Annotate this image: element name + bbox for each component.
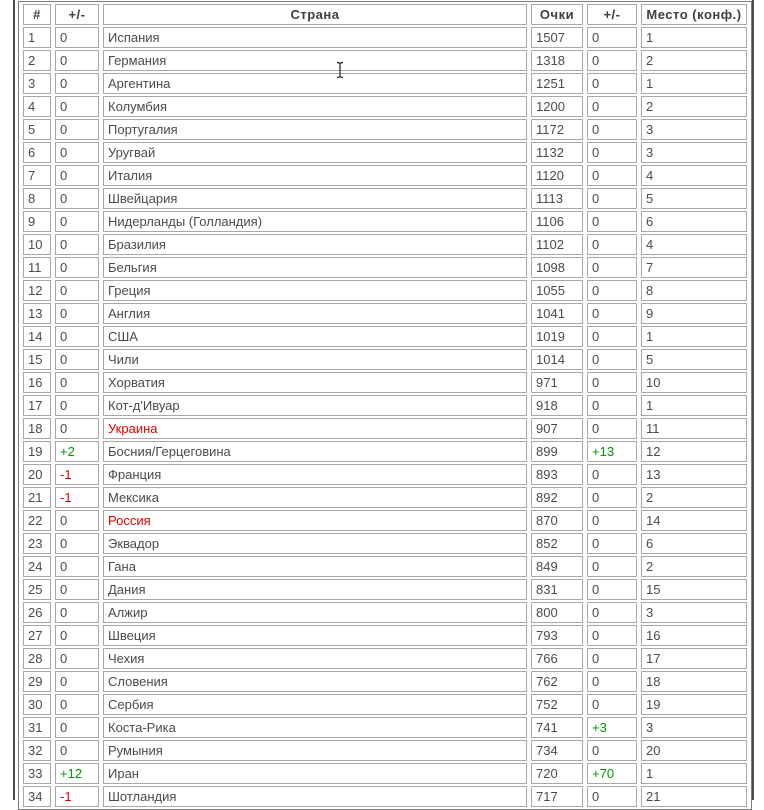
rank-cell: 30 <box>23 694 51 715</box>
conf-place-cell: 18 <box>641 671 747 692</box>
country-cell: Сербия <box>103 694 527 715</box>
rank-cell: 1 <box>23 27 51 48</box>
table-row <box>23 303 747 324</box>
table-row <box>23 257 747 278</box>
points-cell: 1251 <box>531 73 583 94</box>
country-cell: Румыния <box>103 740 527 761</box>
table-row <box>23 625 747 646</box>
header-row <box>23 4 747 25</box>
conf-place-cell: 19 <box>641 694 747 715</box>
points-change-cell: +70 <box>587 763 637 784</box>
points-change-cell: 0 <box>587 602 637 623</box>
rank-cell: 34 <box>23 786 51 807</box>
country-cell: Чехия <box>103 648 527 669</box>
points-change-cell: 0 <box>587 50 637 71</box>
rank-change-cell: 0 <box>55 372 99 393</box>
rank-cell: 29 <box>23 671 51 692</box>
rank-cell: 8 <box>23 188 51 209</box>
conf-place-cell: 1 <box>641 73 747 94</box>
rank-change-cell: 0 <box>55 73 99 94</box>
table-row <box>23 349 747 370</box>
conf-place-cell: 1 <box>641 27 747 48</box>
conf-place-cell: 2 <box>641 556 747 577</box>
conf-place-cell: 1 <box>641 763 747 784</box>
points-change-cell: 0 <box>587 188 637 209</box>
conf-place-cell: 21 <box>641 786 747 807</box>
rank-change-cell: 0 <box>55 96 99 117</box>
rank-change-cell: 0 <box>55 694 99 715</box>
rankings-body <box>23 27 747 807</box>
rank-cell: 20 <box>23 464 51 485</box>
header-points-change: +/- <box>587 4 637 25</box>
country-cell: Босния/Герцеговина <box>103 441 527 462</box>
rank-cell: 26 <box>23 602 51 623</box>
points-cell: 1041 <box>531 303 583 324</box>
table-row <box>23 510 747 531</box>
points-change-cell: 0 <box>587 326 637 347</box>
rank-cell: 19 <box>23 441 51 462</box>
points-cell: 971 <box>531 372 583 393</box>
table-row <box>23 372 747 393</box>
rank-change-cell: 0 <box>55 165 99 186</box>
conf-place-cell: 6 <box>641 211 747 232</box>
conf-place-cell: 3 <box>641 142 747 163</box>
conf-place-cell: 2 <box>641 487 747 508</box>
conf-place-cell: 2 <box>641 96 747 117</box>
points-change-cell: 0 <box>587 533 637 554</box>
country-cell: Швейцария <box>103 188 527 209</box>
points-change-cell: 0 <box>587 464 637 485</box>
rank-change-cell: 0 <box>55 50 99 71</box>
country-cell: Эквадор <box>103 533 527 554</box>
country-cell: Аргентина <box>103 73 527 94</box>
header-rank-change: +/- <box>55 4 99 25</box>
points-cell: 793 <box>531 625 583 646</box>
points-cell: 1102 <box>531 234 583 255</box>
rank-change-cell: 0 <box>55 740 99 761</box>
rank-cell: 9 <box>23 211 51 232</box>
header-rank: # <box>23 4 51 25</box>
conf-place-cell: 11 <box>641 418 747 439</box>
conf-place-cell: 13 <box>641 464 747 485</box>
points-change-cell: 0 <box>587 418 637 439</box>
points-cell: 1507 <box>531 27 583 48</box>
rank-change-cell: 0 <box>55 119 99 140</box>
points-change-cell: 0 <box>587 556 637 577</box>
country-cell: Португалия <box>103 119 527 140</box>
header-conf-place: Место (конф.) <box>641 4 747 25</box>
country-cell: Шотландия <box>103 786 527 807</box>
points-change-cell: 0 <box>587 96 637 117</box>
rank-change-cell: 0 <box>55 349 99 370</box>
table-row <box>23 740 747 761</box>
table-row <box>23 188 747 209</box>
conf-place-cell: 16 <box>641 625 747 646</box>
points-change-cell: +3 <box>587 717 637 738</box>
points-cell: 1014 <box>531 349 583 370</box>
rank-change-cell: 0 <box>55 648 99 669</box>
table-row <box>23 280 747 301</box>
table-row <box>23 763 747 784</box>
header-country: Страна <box>103 4 527 25</box>
points-cell: 831 <box>531 579 583 600</box>
points-cell: 752 <box>531 694 583 715</box>
conf-place-cell: 14 <box>641 510 747 531</box>
country-cell: Греция <box>103 280 527 301</box>
rank-change-cell: 0 <box>55 510 99 531</box>
points-change-cell: 0 <box>587 27 637 48</box>
points-change-cell: 0 <box>587 119 637 140</box>
points-cell: 734 <box>531 740 583 761</box>
points-change-cell: 0 <box>587 234 637 255</box>
country-cell: Дания <box>103 579 527 600</box>
country-cell: Чили <box>103 349 527 370</box>
table-row <box>23 717 747 738</box>
rank-change-cell: 0 <box>55 280 99 301</box>
rank-cell: 21 <box>23 487 51 508</box>
rank-change-cell: -1 <box>55 786 99 807</box>
points-change-cell: 0 <box>587 73 637 94</box>
rank-change-cell: 0 <box>55 303 99 324</box>
country-cell: Германия <box>103 50 527 71</box>
conf-place-cell: 5 <box>641 188 747 209</box>
country-cell: Италия <box>103 165 527 186</box>
table-row <box>23 142 747 163</box>
table-row <box>23 326 747 347</box>
table-row <box>23 533 747 554</box>
conf-place-cell: 4 <box>641 165 747 186</box>
points-cell: 870 <box>531 510 583 531</box>
points-cell: 766 <box>531 648 583 669</box>
points-change-cell: 0 <box>587 694 637 715</box>
rank-change-cell: -1 <box>55 487 99 508</box>
table-row <box>23 96 747 117</box>
rank-change-cell: 0 <box>55 579 99 600</box>
points-change-cell: 0 <box>587 786 637 807</box>
rank-change-cell: 0 <box>55 418 99 439</box>
rank-cell: 11 <box>23 257 51 278</box>
rank-change-cell: 0 <box>55 671 99 692</box>
points-cell: 800 <box>531 602 583 623</box>
country-cell: Украина <box>103 418 527 439</box>
points-cell: 1200 <box>531 96 583 117</box>
conf-place-cell: 7 <box>641 257 747 278</box>
rank-change-cell: 0 <box>55 326 99 347</box>
rank-cell: 32 <box>23 740 51 761</box>
points-cell: 907 <box>531 418 583 439</box>
points-change-cell: 0 <box>587 165 637 186</box>
rank-change-cell: 0 <box>55 395 99 416</box>
rank-cell: 31 <box>23 717 51 738</box>
country-cell: Испания <box>103 27 527 48</box>
rank-cell: 7 <box>23 165 51 186</box>
rank-change-cell: 0 <box>55 533 99 554</box>
points-change-cell: 0 <box>587 671 637 692</box>
rank-cell: 25 <box>23 579 51 600</box>
points-change-cell: 0 <box>587 142 637 163</box>
points-cell: 899 <box>531 441 583 462</box>
table-row <box>23 50 747 71</box>
country-cell: Гана <box>103 556 527 577</box>
rankings-table <box>18 1 752 810</box>
conf-place-cell: 8 <box>641 280 747 301</box>
country-cell: Бельгия <box>103 257 527 278</box>
points-cell: 720 <box>531 763 583 784</box>
country-cell: Швеция <box>103 625 527 646</box>
conf-place-cell: 12 <box>641 441 747 462</box>
points-cell: 849 <box>531 556 583 577</box>
rank-cell: 3 <box>23 73 51 94</box>
conf-place-cell: 1 <box>641 326 747 347</box>
conf-place-cell: 3 <box>641 717 747 738</box>
rank-cell: 4 <box>23 96 51 117</box>
conf-place-cell: 2 <box>641 50 747 71</box>
conf-place-cell: 3 <box>641 602 747 623</box>
rank-cell: 33 <box>23 763 51 784</box>
country-cell: Мексика <box>103 487 527 508</box>
header-points: Очки <box>531 4 583 25</box>
points-change-cell: 0 <box>587 349 637 370</box>
rank-change-cell: -1 <box>55 464 99 485</box>
points-cell: 1098 <box>531 257 583 278</box>
points-change-cell: 0 <box>587 579 637 600</box>
rank-cell: 22 <box>23 510 51 531</box>
points-change-cell: 0 <box>587 740 637 761</box>
country-cell: Коста-Рика <box>103 717 527 738</box>
rank-change-cell: 0 <box>55 717 99 738</box>
points-change-cell: 0 <box>587 303 637 324</box>
conf-place-cell: 9 <box>641 303 747 324</box>
country-cell: Хорватия <box>103 372 527 393</box>
rank-cell: 27 <box>23 625 51 646</box>
table-row <box>23 786 747 807</box>
country-cell: Нидерланды (Голландия) <box>103 211 527 232</box>
conf-place-cell: 6 <box>641 533 747 554</box>
conf-place-cell: 4 <box>641 234 747 255</box>
country-cell: Кот-д'Ивуар <box>103 395 527 416</box>
country-cell: Франция <box>103 464 527 485</box>
rank-cell: 15 <box>23 349 51 370</box>
points-cell: 1019 <box>531 326 583 347</box>
points-change-cell: 0 <box>587 280 637 301</box>
table-row <box>23 648 747 669</box>
table-row <box>23 671 747 692</box>
table-row <box>23 441 747 462</box>
rank-cell: 5 <box>23 119 51 140</box>
rank-cell: 12 <box>23 280 51 301</box>
points-cell: 893 <box>531 464 583 485</box>
rank-change-cell: 0 <box>55 211 99 232</box>
rank-change-cell: 0 <box>55 602 99 623</box>
rank-cell: 16 <box>23 372 51 393</box>
table-row <box>23 602 747 623</box>
table-row <box>23 234 747 255</box>
table-row <box>23 27 747 48</box>
country-cell: Англия <box>103 303 527 324</box>
rank-change-cell: +2 <box>55 441 99 462</box>
points-change-cell: 0 <box>587 395 637 416</box>
points-cell: 1106 <box>531 211 583 232</box>
points-cell: 1113 <box>531 188 583 209</box>
points-cell: 762 <box>531 671 583 692</box>
table-row <box>23 73 747 94</box>
points-change-cell: 0 <box>587 510 637 531</box>
conf-place-cell: 5 <box>641 349 747 370</box>
conf-place-cell: 20 <box>641 740 747 761</box>
points-cell: 1318 <box>531 50 583 71</box>
rank-cell: 18 <box>23 418 51 439</box>
points-cell: 892 <box>531 487 583 508</box>
points-cell: 1055 <box>531 280 583 301</box>
rank-change-cell: 0 <box>55 188 99 209</box>
rank-change-cell: 0 <box>55 27 99 48</box>
table-row <box>23 418 747 439</box>
conf-place-cell: 10 <box>641 372 747 393</box>
points-cell: 1172 <box>531 119 583 140</box>
table-row <box>23 165 747 186</box>
points-cell: 1120 <box>531 165 583 186</box>
frame-left-border <box>13 0 15 800</box>
rank-cell: 10 <box>23 234 51 255</box>
conf-place-cell: 17 <box>641 648 747 669</box>
points-change-cell: 0 <box>587 625 637 646</box>
rank-change-cell: 0 <box>55 556 99 577</box>
country-cell: Уругвай <box>103 142 527 163</box>
table-row <box>23 694 747 715</box>
rank-cell: 13 <box>23 303 51 324</box>
rank-change-cell: 0 <box>55 234 99 255</box>
rank-change-cell: 0 <box>55 142 99 163</box>
conf-place-cell: 15 <box>641 579 747 600</box>
points-change-cell: 0 <box>587 257 637 278</box>
conf-place-cell: 3 <box>641 119 747 140</box>
points-cell: 1132 <box>531 142 583 163</box>
country-cell: Бразилия <box>103 234 527 255</box>
table-row <box>23 119 747 140</box>
points-cell: 852 <box>531 533 583 554</box>
table-row <box>23 487 747 508</box>
points-change-cell: 0 <box>587 648 637 669</box>
table-row <box>23 464 747 485</box>
points-change-cell: 0 <box>587 211 637 232</box>
points-change-cell: 0 <box>587 372 637 393</box>
rank-cell: 17 <box>23 395 51 416</box>
table-row <box>23 579 747 600</box>
country-cell: Словения <box>103 671 527 692</box>
table-row <box>23 211 747 232</box>
rank-cell: 24 <box>23 556 51 577</box>
country-cell: Колумбия <box>103 96 527 117</box>
points-cell: 741 <box>531 717 583 738</box>
rank-cell: 6 <box>23 142 51 163</box>
points-change-cell: +13 <box>587 441 637 462</box>
rank-cell: 28 <box>23 648 51 669</box>
rank-cell: 23 <box>23 533 51 554</box>
rank-cell: 14 <box>23 326 51 347</box>
conf-place-cell: 1 <box>641 395 747 416</box>
table-row <box>23 556 747 577</box>
country-cell: США <box>103 326 527 347</box>
frame-right-border <box>752 0 754 800</box>
rank-change-cell: 0 <box>55 625 99 646</box>
country-cell: Алжир <box>103 602 527 623</box>
rank-change-cell: 0 <box>55 257 99 278</box>
country-cell: Россия <box>103 510 527 531</box>
table-row <box>23 395 747 416</box>
points-cell: 918 <box>531 395 583 416</box>
points-change-cell: 0 <box>587 487 637 508</box>
rank-change-cell: +12 <box>55 763 99 784</box>
country-cell: Иран <box>103 763 527 784</box>
points-cell: 717 <box>531 786 583 807</box>
rank-cell: 2 <box>23 50 51 71</box>
